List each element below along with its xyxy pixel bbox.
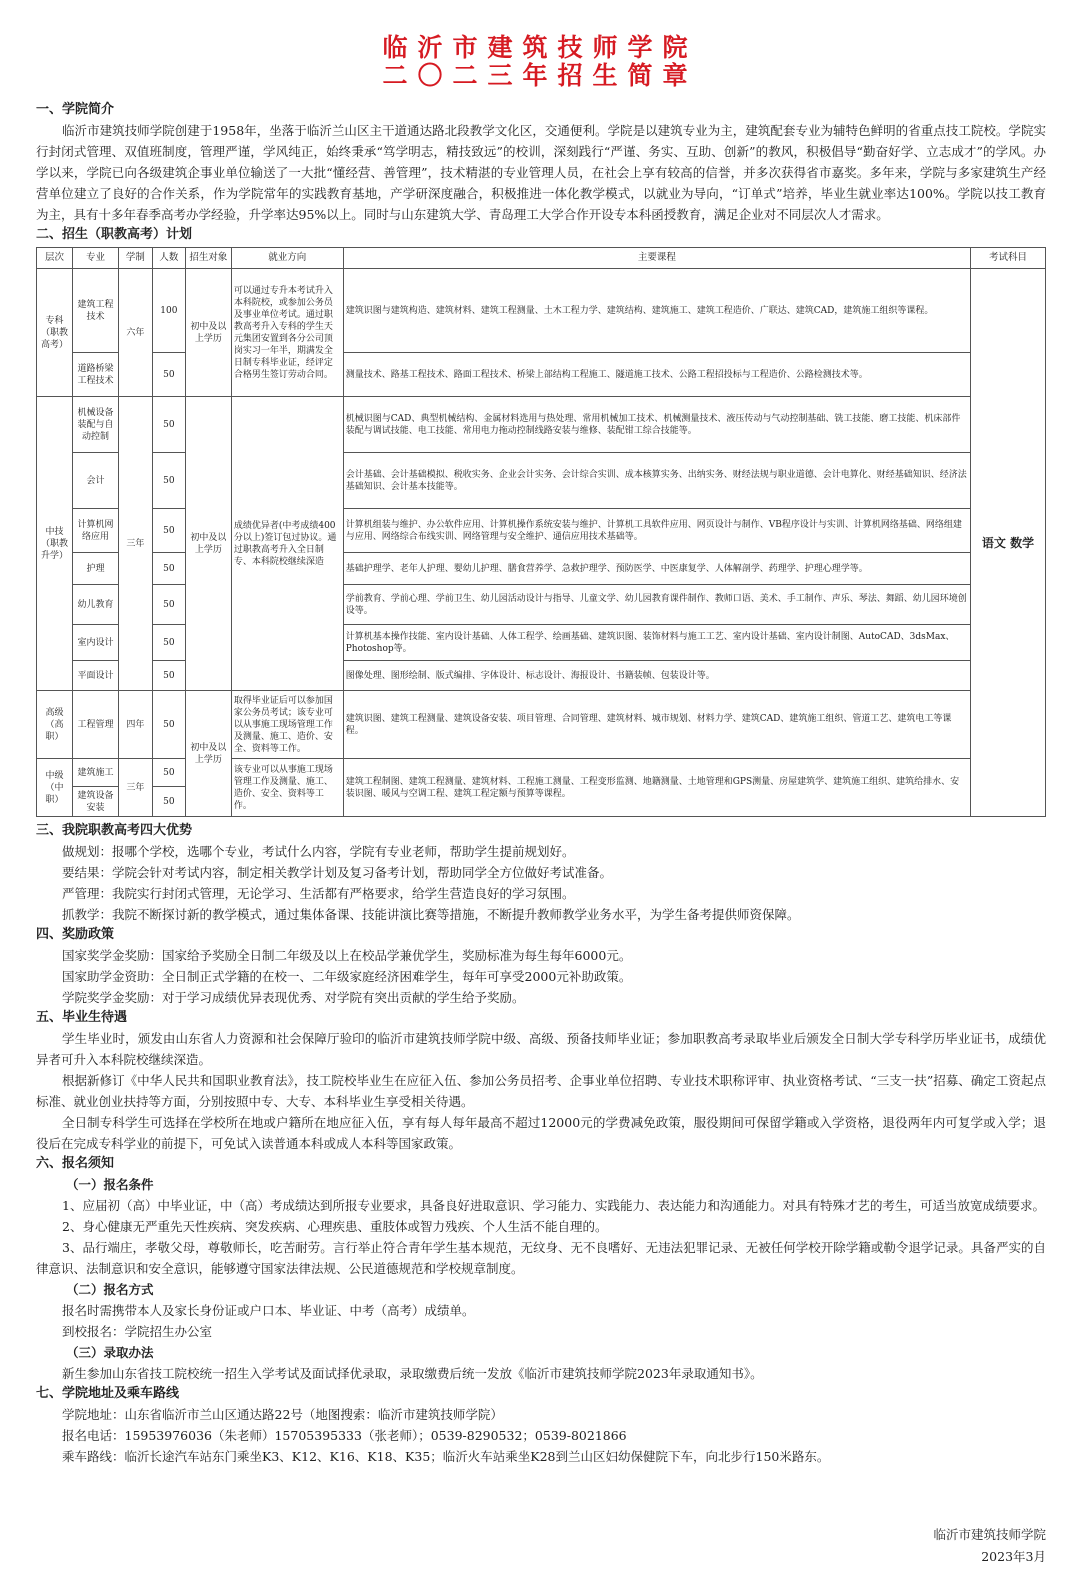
list-item: 做规划：报哪个学校，选哪个专业，考试什么内容，学院有专业老师，帮助学生提前规划好。 bbox=[62, 844, 575, 859]
exam-subjects-cell: 语文 数学 bbox=[971, 269, 1046, 817]
paragraph: 根据新修订《中华人民共和国职业教育法》，技工院校毕业生在应征入伍、参加公务员招考、企事业单位招聘、专业技术职称评审、执业资格考试、“三支一扶”招募、确定工资起点标准、就业创业扶持等方面，分别按照中专、大专、本科毕业生享受相关待遇。 bbox=[36, 1073, 1046, 1109]
count-cell: 50 bbox=[152, 585, 185, 625]
major-cell: 室内设计 bbox=[72, 625, 118, 661]
major-cell: 工程管理 bbox=[72, 691, 118, 759]
course-cell: 建筑识图、建筑工程测量、建筑设备安装、项目管理、合同管理、建筑材料、城市规划、材料力学、建筑CAD、建筑施工组织、管道工艺、建筑电工等课程。 bbox=[343, 691, 970, 759]
header-target: 招生对象 bbox=[185, 248, 231, 269]
major-cell: 道路桥梁工程技术 bbox=[72, 353, 118, 397]
employment-cell: 成绩优异者(中考成绩400分以上)签订包过协议。通过职教高考升入全日制专、本科院校继续深造 bbox=[231, 397, 343, 691]
header-level: 层次 bbox=[37, 248, 73, 269]
table-row bbox=[37, 691, 1046, 759]
level-cell: 中技（职教升学） bbox=[37, 397, 73, 691]
count-cell: 50 bbox=[152, 787, 185, 817]
paragraph: 到校报名：学院招生办公室 bbox=[62, 1324, 213, 1339]
course-cell: 测量技术、路基工程技术、路面工程技术、桥梁上部结构工程施工、隧道施工技术、公路工程招投标与工程造价、公路检测技术等。 bbox=[343, 353, 970, 397]
count-cell: 50 bbox=[152, 397, 185, 453]
level-cell: 高级（高职） bbox=[37, 691, 73, 759]
list-item: 国家助学金资助：全日制正式学籍的在校一、二年级家庭经济困难学生，每年可享受2000元补助政策。 bbox=[62, 969, 632, 984]
section-heading-advantages: 三、我院职教高考四大优势 bbox=[36, 823, 193, 838]
count-cell: 50 bbox=[152, 509, 185, 553]
header-count: 人数 bbox=[152, 248, 185, 269]
duration-cell: 六年 bbox=[118, 269, 152, 397]
section-heading-graduates: 五、毕业生待遇 bbox=[36, 1010, 128, 1025]
header-employment: 就业方向 bbox=[231, 248, 343, 269]
table-header-row bbox=[37, 248, 1046, 269]
table-row bbox=[37, 397, 1046, 453]
section-heading-address: 七、学院地址及乘车路线 bbox=[36, 1386, 180, 1401]
signature-block bbox=[933, 1524, 1046, 1568]
count-cell: 100 bbox=[152, 269, 185, 353]
target-cell: 初中及以上学历 bbox=[185, 269, 231, 397]
enrollment-plan-table bbox=[36, 247, 1046, 817]
list-item: 学院奖学金奖励：对于学习成绩优异表现优秀、对学院有突出贡献的学生给予奖励。 bbox=[62, 990, 525, 1005]
major-cell: 幼儿教育 bbox=[72, 585, 118, 625]
count-cell: 50 bbox=[152, 353, 185, 397]
paragraph: 3、品行端庄，孝敬父母，尊敬师长，吃苦耐劳。言行举止符合青年学生基本规范，无纹身、无不良嗜好、无违法犯罪记录、无被任何学校开除学籍或勒令退学记录。具备严实的自律意识、法制意识和安全意识，能够遵守国家法律法规、公民道德规范和学校规章制度。 bbox=[36, 1240, 1046, 1276]
page-subtitle: 二〇二三年招生简章 bbox=[382, 61, 698, 90]
duration-cell: 三年 bbox=[118, 397, 152, 691]
signature-org: 临沂市建筑技师学院 bbox=[933, 1527, 1046, 1542]
table-row bbox=[37, 269, 1046, 353]
major-cell: 建筑施工 bbox=[72, 759, 118, 787]
section-heading-registration: 六、报名须知 bbox=[36, 1156, 115, 1171]
list-item: 抓教学：我院不断探讨新的教学模式，通过集体备课、技能讲演比赛等措施，不断提升教师教学业务水平，为学生备考提供师资保障。 bbox=[62, 907, 800, 922]
major-cell: 建筑设备安装 bbox=[72, 787, 118, 817]
employment-cell: 可以通过专升本考试升入本科院校，或参加公务员及事业单位考试。通过职教高考升入专科的学生天元集团安置到各分公司顶岗实习一年半，期满发全日制专科毕业证，经评定合格男生签订劳动合同。 bbox=[231, 269, 343, 397]
count-cell: 50 bbox=[152, 625, 185, 661]
level-cell: 中级（中职） bbox=[37, 759, 73, 817]
content bbox=[36, 100, 1046, 1467]
section-heading-plan: 二、招生（职教高考）计划 bbox=[36, 227, 193, 242]
course-cell: 学前教育、学前心理、学前卫生、幼儿园活动设计与指导、儿童文学、幼儿园教育课件制作、教师口语、美术、手工制作、声乐、琴法、舞蹈、幼儿园环境创设等。 bbox=[343, 585, 970, 625]
count-cell: 50 bbox=[152, 453, 185, 509]
course-cell: 建筑工程制图、建筑工程测量、建筑材料、工程施工测量、工程变形监测、地籍测量、土地管理和GPS测量、房屋建筑学、建筑施工组织、建筑给排水、安装识图、暖风与空调工程、建筑工程定额与预算等课程。 bbox=[343, 759, 970, 817]
major-cell: 平面设计 bbox=[72, 661, 118, 691]
duration-cell: 三年 bbox=[118, 759, 152, 817]
subheading: （二）报名方式 bbox=[66, 1282, 154, 1297]
header-major: 专业 bbox=[72, 248, 118, 269]
paragraph: 新生参加山东省技工院校统一招生入学考试及面试择优录取，录取缴费后统一发放《临沂市建筑技师学院2023年录取通知书》。 bbox=[62, 1366, 763, 1381]
address-line: 学院地址：山东省临沂市兰山区通达路22号（地图搜索：临沂市建筑技师学院） bbox=[62, 1407, 503, 1422]
employment-cell: 取得毕业证后可以参加国家公务员考试；该专业可以从事施工现场管理工作及测量、施工、造价、安全、资料等工作。 bbox=[231, 691, 343, 759]
list-item: 严管理：我院实行封闭式管理，无论学习、生活都有严格要求，给学生营造良好的学习氛围。 bbox=[62, 886, 575, 901]
major-cell: 会计 bbox=[72, 453, 118, 509]
course-cell: 图像处理、图形绘制、版式编排、字体设计、标志设计、海报设计、书籍装帧、包装设计等。 bbox=[343, 661, 970, 691]
count-cell: 50 bbox=[152, 553, 185, 585]
major-cell: 护理 bbox=[72, 553, 118, 585]
list-item: 国家奖学金奖励：国家给予奖励全日制二年级及以上在校品学兼优学生，奖励标准为每生每年6000元。 bbox=[62, 948, 632, 963]
header-duration: 学制 bbox=[118, 248, 152, 269]
section-heading-rewards: 四、奖励政策 bbox=[36, 927, 115, 942]
page-title: 临沂市建筑技师学院 bbox=[382, 33, 698, 62]
major-cell: 机械设备装配与自动控制 bbox=[72, 397, 118, 453]
course-cell: 计算机组装与维护、办公软件应用、计算机操作系统安装与维护、计算机工具软件应用、网页设计与制作、VB程序设计与实训、计算机网络基础、网络组建与应用、网络综合布线实训、网络管理与安全维护、通信应用技术基础等。 bbox=[343, 509, 970, 553]
paragraph: 1、应届初（高）中毕业证，中（高）考成绩达到所报专业要求，具备良好进取意识、学习能力、实践能力、表达能力和沟通能力。对具有特殊才艺的考生，可适当放宽成绩要求。 bbox=[62, 1198, 1045, 1213]
header-courses: 主要课程 bbox=[343, 248, 970, 269]
count-cell: 50 bbox=[152, 759, 185, 787]
paragraph: 报名时需携带本人及家长身份证或户口本、毕业证、中考（高考）成绩单。 bbox=[62, 1303, 475, 1318]
course-cell: 会计基础、会计基础模拟、税收实务、企业会计实务、会计综合实训、成本核算实务、出纳实务、财经法规与职业道德、会计电算化、财经基础知识、经济法基础知识、会计基本技能等。 bbox=[343, 453, 970, 509]
course-cell: 机械识图与CAD、典型机械结构、金属材料选用与热处理、常用机械加工技术、机械测量技术、液压传动与气动控制基础、铣工技能、磨工技能、机床部件装配与调试技能、电工技能、常用电力拖动控制线路安装与维修、装配钳工综合技能等。 bbox=[343, 397, 970, 453]
count-cell: 50 bbox=[152, 661, 185, 691]
course-cell: 建筑识图与建筑构造、建筑材料、建筑工程测量、土木工程力学、建筑结构、建筑施工、建筑工程造价、广联达、建筑CAD，建筑施工组织等课程。 bbox=[343, 269, 970, 353]
signature-date: 2023年3月 bbox=[981, 1549, 1046, 1564]
header-exam: 考试科目 bbox=[971, 248, 1046, 269]
target-cell: 初中及以上学历 bbox=[185, 397, 231, 691]
course-cell: 计算机基本操作技能、室内设计基础、人体工程学、绘画基础、建筑识图、装饰材料与施工工艺、室内设计基础、室内设计制图、AutoCAD、3dsMax、Photoshop等。 bbox=[343, 625, 970, 661]
major-cell: 建筑工程技术 bbox=[72, 269, 118, 353]
subheading: （一）报名条件 bbox=[66, 1177, 154, 1192]
duration-cell: 四年 bbox=[118, 691, 152, 759]
paragraph: 全日制专科学生可选择在学校所在地或户籍所在地应征入伍，享有每人每年最高不超过12000元的学费减免政策，服役期间可保留学籍或入学资格，退役两年内可复学或入学；退役后在完成专科学业的前提下，可免试入读普通本科或成人本科等国家政策。 bbox=[36, 1115, 1046, 1151]
major-cell: 计算机网络应用 bbox=[72, 509, 118, 553]
list-item: 要结果：学院会针对考试内容，制定相关教学计划及复习备考计划，帮助同学全方位做好考试准备。 bbox=[62, 865, 613, 880]
target-cell: 初中及以上学历 bbox=[185, 691, 231, 817]
paragraph: 学生毕业时，颁发由山东省人力资源和社会保障厅验印的临沂市建筑技师学院中级、高级、预备技师毕业证；参加职教高考录取毕业后颁发全日制大学专科学历毕业证书，成绩优异者可升入本科院校继续深造。 bbox=[36, 1031, 1046, 1067]
route-line: 乘车路线：临沂长途汽车站东门乘坐K3、K12、K16、K18、K35；临沂火车站乘坐K28到兰山区妇幼保健院下车，向北步行150米路东。 bbox=[62, 1449, 830, 1464]
course-cell: 基础护理学、老年人护理、婴幼儿护理、膳食营养学、急救护理学、预防医学、中医康复学、人体解剖学、药理学、护理心理学等。 bbox=[343, 553, 970, 585]
paragraph: 2、身心健康无严重先天性疾病、突发疾病、心理疾患、重肢体或智力残疾、个人生活不能自理的。 bbox=[62, 1219, 608, 1234]
level-cell: 专科（职教高考） bbox=[37, 269, 73, 397]
phone-line: 报名电话：15953976036（朱老师）15705395333（张老师）；0539-8290532；0539-8021866 bbox=[62, 1428, 627, 1443]
subheading: （三）录取办法 bbox=[66, 1345, 154, 1360]
count-cell: 50 bbox=[152, 691, 185, 759]
intro-paragraph: 临沂市建筑技师学院创建于1958年，坐落于临沂兰山区主干道通达路北段教学文化区，交通便利。学院是以建筑专业为主，建筑配套专业为辅特色鲜明的省重点技工院校。学院实行封闭式管理、双值班制度，管理严谨，学风纯正，始终秉承“笃学明志，精技致远”的校训，深刻践行“严谨、务实、互助、创新”的教风，积极倡导“勤奋好学、立志成才”的学风。办学以来，学院已向各级建筑企事业单位输送了一大批“懂经营、善管理”，技术精湛的专业管理人员，在社会上享有较高的信誉，并多次获得省市嘉奖。多年来，学院与多家建筑生产经营单位建立了良好的合作关系，作为学院常年的实践教育基地，产学研深度融合，积极推进一体化教学模式，以就业为导向，“订单式”培养，毕业生就业率达100%。学院以技工教育为主，具有十多年春季高考办学经验，升学率达95%以上。同时与山东建筑大学、青岛理工大学合作开设专本科函授教育，满足企业对不同层次人才需求。 bbox=[36, 123, 1046, 222]
employment-cell: 该专业可以从事施工现场管理工作及测量、施工、造价、安全、资料等工作。 bbox=[231, 759, 343, 817]
section-heading-intro: 一、学院简介 bbox=[36, 102, 115, 117]
